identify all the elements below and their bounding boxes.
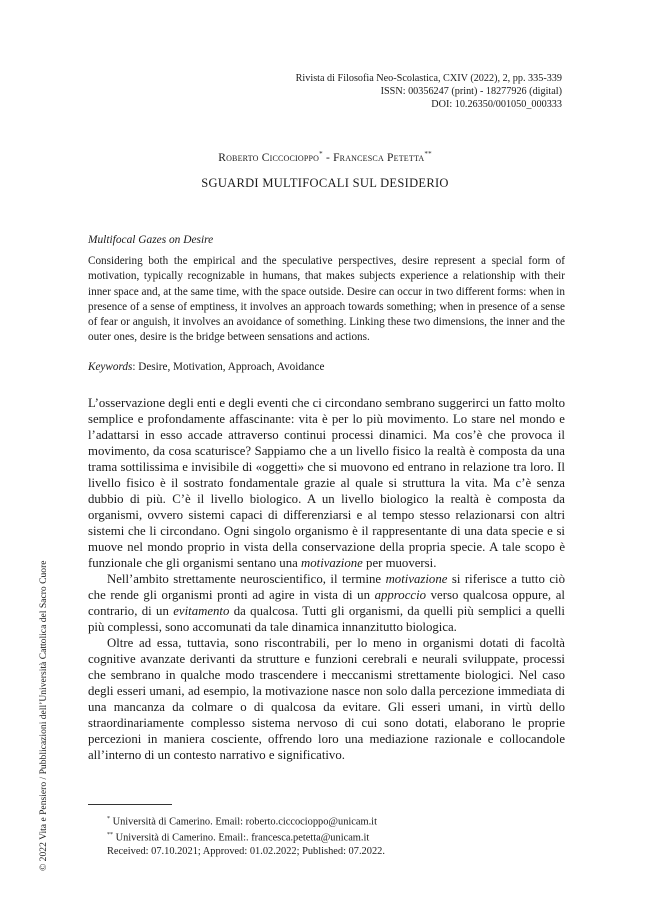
body-paragraph-1 (88, 395, 565, 571)
copyright-sidebar: © 2022 Vita e Pensiero / Pubblicazioni dell’Università Cattolica del Sacro Cuore (38, 560, 49, 871)
footnote-2-mark: ** (107, 831, 113, 838)
author-separator: - (322, 151, 334, 164)
footnote-1-mark: * (107, 816, 110, 822)
article-title: SGUARDI MULTIFOCALI SUL DESIDERIO (201, 176, 449, 190)
author-1: Roberto Ciccocioppo (218, 151, 320, 164)
author-2: Francesca Petetta (333, 151, 425, 164)
p1-text: L’osservazione degli enti e degli eventi che ci circondano sembrano suggerirci un fatto molto semplice e profondamente affascinante: vita è per lo più movimento. Lo stare nel mondo e l’adattarsi in esso accade attraverso continui processi dinamici. Ma cos’è che provoca il movimento, da cosa scaturisce? Sappiamo che a un livello fisico la realtà è composta da una trama sottilissima e invisibile di «oggetti» che si muovono ed entrano in relazione tra loro. Il livello fisico è il sostrato fondamentale grazie al quale si struttura la vita. Ma c’è senza dubbio di più. C’è il livello biologico. A un livello biologico la realtà è composta da organismi, ovvero sistemi capaci di differenziarsi e al tempo stesso relazionarsi con altri sistemi che li circondano. Ogni singolo organismo è il rappresentante di una data specie e si muove nel mondo proprio in vista della conservazione della propria specie. A tale scopo è funzionale che gli organismi sentano una (88, 396, 565, 570)
abstract (88, 254, 565, 346)
p1-emphasis: motivazione (301, 556, 363, 570)
p2-a: Nell’ambito strettamente neuroscientifico, il termine (107, 572, 386, 586)
body-paragraph-2 (88, 571, 565, 635)
keywords-line (88, 361, 324, 373)
p2-emphasis-2: approccio (374, 588, 427, 602)
keywords-list: : Desire, Motivation, Approach, Avoidance (132, 361, 325, 373)
p2-d: da qualcosa. Tutti gli organismi, da quelli più semplici a quelli più complessi, sono accomunati da tale dinamica innanzitutto biologica. (88, 604, 565, 634)
footnote-1 (107, 813, 385, 829)
issn-line: ISSN: 00356247 (print) - 18277926 (digital) (380, 86, 562, 97)
keywords-label: Keywords (88, 361, 133, 373)
body-paragraph-3: Oltre ad essa, tuttavia, sono riscontrabili, per lo meno in organismi dotati di facoltà cognitive avanzate derivanti da strutture e funzioni cerebrali e neurali sviluppate, processi che sembrano in qualche modo trascendere i meccanismi strettamente biologici. Nel caso degli esseri umani, ad esempio, la motivazione nasce non solo dalla percezione immediata di una mancanza da colmare o di qualcosa da evitare. Gli esseri umani, in virtù dello straordinariamente complesso sistema nervoso di cui sono dotati, elaborano le proprie percezioni in maniera cosciente, offrendo loro una mediazione razionale e collocandole all’interno di un contesto narrativo e significativo. (88, 636, 565, 762)
footnote-1-text: Università di Camerino. Email: roberto.ciccocioppo@unicam.it (110, 816, 377, 828)
english-title: Multifocal Gazes on Desire (88, 234, 214, 246)
p1-end: per muoversi. (362, 556, 437, 570)
p2-c: verso qualcosa oppure, al contrario, di un (88, 588, 565, 618)
author-1-mark: * (319, 150, 323, 158)
footnote-rule (88, 804, 172, 805)
journal-header (296, 72, 562, 111)
journal-citation: Rivista di Filosofia Neo-Scolastica, CXIV (2022), 2, pp. 335-339 (295, 73, 562, 84)
authors-line (0, 150, 650, 164)
author-2-mark: ** (424, 150, 432, 158)
footnote-2 (107, 829, 385, 845)
p2-emphasis-1: motivazione (385, 572, 448, 586)
received-dates: Received: 07.10.2021; Approved: 01.02.2022; Published: 07.2022. (107, 845, 385, 857)
article-body (88, 395, 565, 763)
footnote-2-text: Università di Camerino. Email:. francesca.petetta@unicam.it (113, 832, 370, 844)
p2-b: si riferisce a tutto ciò che rende gli organismi pronti ad agire in vista di un (88, 572, 565, 602)
p2-emphasis-3: evitamento (173, 604, 230, 618)
abstract-text: Considering both the empirical and the speculative perspectives, desire represent a special form of motivation, typically recognizable in humans, that makes subjects experience a relationship with their inner space and, at the same time, with the space outside. Desire can occur in two different forms: when in presence of a sense of emptiness, it involves an approach towards something; when in presence of a sense of fear or anguish, it involves an avoidance of something. Linking these two dimensions, the inner and the outer ones, desire is the bridge between sensations and actions. (88, 255, 565, 344)
doi-line: DOI: 10.26350/001050_000333 (431, 99, 562, 110)
footnotes (107, 813, 385, 858)
